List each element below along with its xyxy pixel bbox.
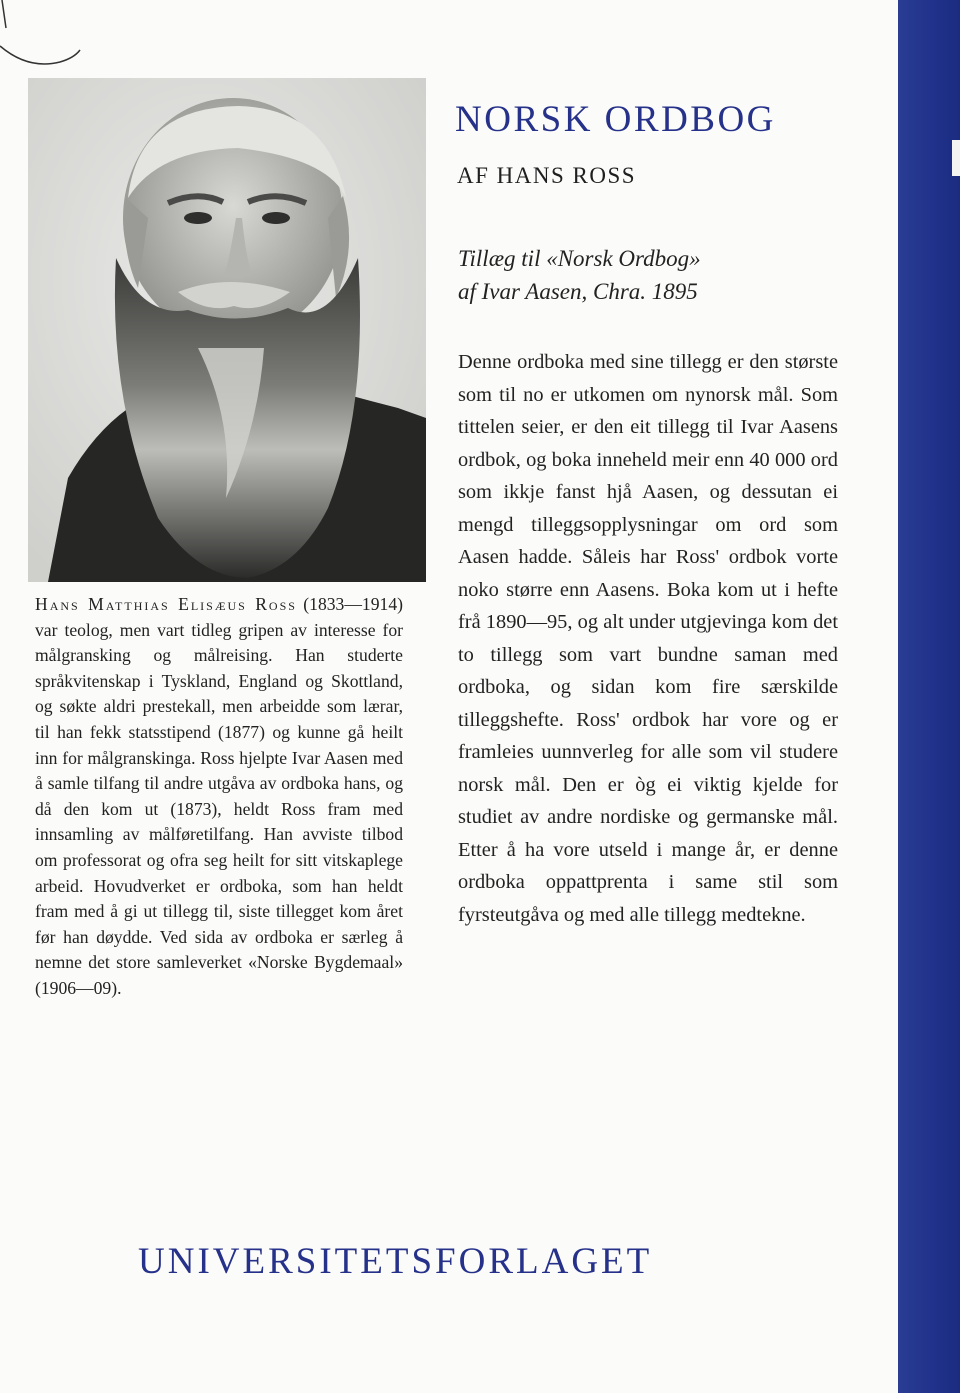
- portrait-photo-icon: [28, 78, 426, 582]
- torn-corner-mark: [0, 0, 90, 90]
- publisher-name: UNIVERSITETSFORLAGET: [138, 1241, 653, 1282]
- spine-letter-fragment: [952, 140, 960, 176]
- book-title: NORSK ORDBOG: [455, 99, 776, 140]
- subtitle-line-2: af Ivar Aasen, Chra. 1895: [458, 279, 698, 304]
- subtitle-line-1: Tillæg til «Norsk Ordbog»: [458, 246, 701, 271]
- book-description: Denne ordboka med sine tillegg er den største som til no er utkomen om nynorsk mål. Som tittelen seier, er den eit tillegg til Ivar Aasens ordbok, og boka inneheld meir enn 40 000 ord som ikkje fanst hjå Aasen, og dessutan ei mengd tilleggsopplysningar om ord som Aasen hadde. Såleis har Ross' ordbok vorte noko større enn Aasens. Boka kom ut i hefte frå 1890—95, og alt under utgjevinga kom det to tillegg som vart bundne saman med ordboka, og sidan kom fire særskilde tilleggshefte. Ross' ordbok har vore og er framleies uunnverleg for alle som vil studere norsk mål. Den er òg ei viktig kjelde for studiet av andre nordiske og germanske mål. Etter å ha vore utseld i mange år, er denne ordboka oppattprenta i same stil som fyrsteutgåva og med alle tillegg medtekne.: [458, 351, 838, 926]
- author-biography: [35, 592, 403, 1002]
- bio-text: (1833—1914) var teolog, men vart tidleg gripen av interesse for målgransking og målreising. Han studerte språkvitenskap i Tyskland, England og Skottland, og søkte aldri prestekall, men arbeidde som lærar, til han fekk statsstipend (1877) og kunne gå heilt inn for målgranskinga. Ross hjelpte Ivar Aasen med å samle tilfang til andre utgåva av ordboka hans, og då den kom ut (1873), heldt Ross fram med innsamling av målføretilfang. Han avviste tilbod om professorat og ofra seg heilt for sitt vitskaplege arbeid. Hovudverket er ordboka, som han heldt fram med å gi ut tillegg til, siste tillegget kom året før han døydde. Ved sida av ordboka er særleg å nemne det store samleverket «Norske Bygdemaal» (1906—09).: [35, 594, 403, 998]
- subtitle: [458, 242, 838, 308]
- author-line: AF HANS ROSS: [457, 163, 637, 188]
- bio-author-name: Hans Matthias Elisæus Ross: [35, 594, 297, 614]
- book-spine: [898, 0, 960, 1393]
